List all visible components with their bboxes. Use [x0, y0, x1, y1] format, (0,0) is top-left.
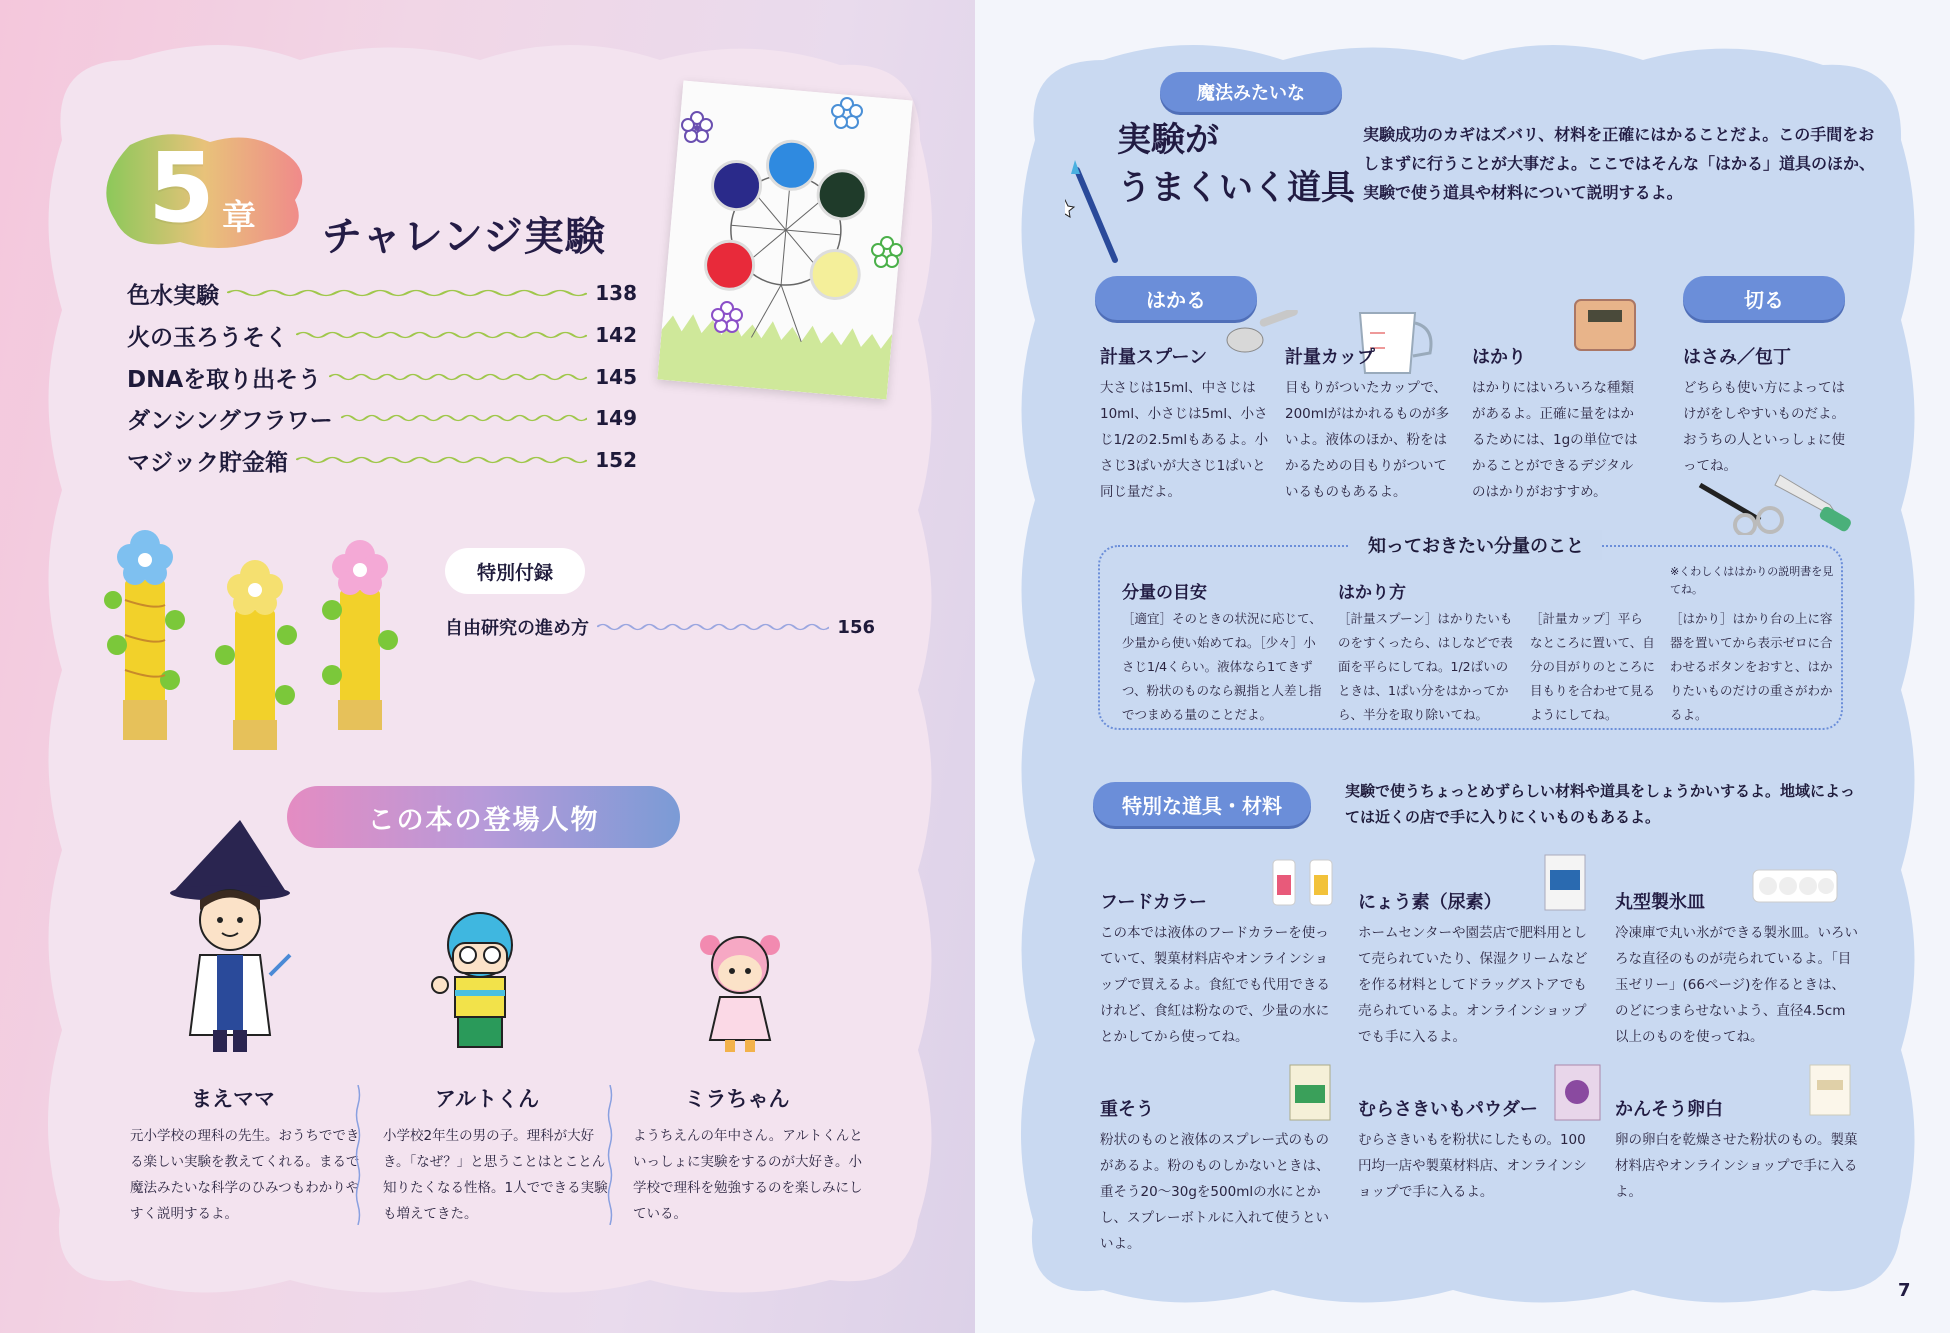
- chapter-title: チャレンジ実験: [322, 214, 606, 260]
- tool-description: 目もりがついたカップで、200mlがはかれるものが多いよ。液体のほか、粉をはかるための目もりがついているものもあるよ。: [1285, 380, 1450, 500]
- toc-page: 152: [595, 448, 637, 472]
- toc-leader: [597, 622, 829, 632]
- dancing-flowers-illustration: [95, 505, 405, 750]
- toc-leader: [341, 413, 588, 423]
- baking-soda-box-icon: [1285, 1060, 1335, 1125]
- toc-label: DNAを取り出そう: [127, 366, 322, 393]
- flower-doodle-icon: [830, 96, 864, 130]
- food-coloring-bottles-icon: [1265, 840, 1345, 910]
- magic-wand-icon: [1065, 160, 1125, 270]
- material-title: かんそう卵白: [1615, 1099, 1723, 1120]
- toc-leader: [329, 372, 587, 382]
- character-description: 小学校2年生の男の子。理科が大好き。「なぜ？」と思うことはとことん知りたくなる性格。1人でできる実験も増えてきた。: [383, 1128, 608, 1222]
- dried-egg-white-icon: [1805, 1060, 1855, 1120]
- character-name: まえママ: [191, 1087, 275, 1111]
- material-title: むらさきいもパウダー: [1358, 1099, 1538, 1120]
- special-tools-tag: 特別な道具・材料: [1093, 782, 1311, 826]
- toc-item[interactable]: [127, 317, 637, 353]
- alto-kun-illustration: [425, 905, 535, 1055]
- material-description: この本では液体のフードカラーを使っていて、製菓材料店やオンラインショップで買えるよ。食紅でも代用できるけれど、食紅は粉なので、少量の水にとかしてから使ってね。: [1100, 925, 1330, 1045]
- toc-label: ダンシングフラワー: [127, 407, 333, 434]
- chapter-number: 5: [148, 132, 215, 244]
- cut-tag: 切る: [1683, 276, 1845, 320]
- urea-box-icon: [1540, 850, 1590, 915]
- character-description: ようちえんの年中さん。アルトくんといっしょに実験をするのが大好き。小学校で理科を勉強するのを楽しみにしている。: [633, 1128, 863, 1222]
- toc-item[interactable]: [127, 359, 637, 395]
- tool-description: 大さじは15ml、中さじは10ml、小さじは5ml、小さじ1/2の2.5mlもあるよ。小さじ3ばいが大さじ1ぱいと同じ量だよ。: [1100, 380, 1269, 500]
- character-name: アルトくん: [434, 1087, 540, 1111]
- toc-leader: [227, 288, 587, 298]
- toc-leader: [296, 455, 587, 465]
- tool-description: はかりにはいろいろな種類があるよ。正確に量をはかるためには、1gの単位ではかることができるデジタルのはかりがおすすめ。: [1472, 380, 1638, 500]
- toc-page: 138: [595, 281, 637, 305]
- special-supplement-badge: 特別付録: [445, 548, 585, 594]
- tool-title: はさみ／包丁: [1683, 347, 1791, 368]
- material-title: 重そう: [1100, 1099, 1154, 1120]
- character-description: 元小学校の理科の先生。おうちでできる楽しい実験を教えてくれる。まるで魔法みたいな科学のひみつもわかりやすく説明するよ。: [130, 1128, 360, 1222]
- material-description: ホームセンターや園芸店で肥料用として売られていたり、保湿クリームなどを作る材料としてドラッグストアでも売られているよ。オンラインショップでも手に入るよ。: [1358, 925, 1588, 1045]
- tool-title: 計量スプーン: [1100, 347, 1208, 368]
- portion-box-title: 知っておきたい分量のこと: [1350, 530, 1602, 560]
- divider: [355, 1085, 361, 1225]
- ice-tray-icon: [1750, 862, 1840, 907]
- toc-label: 色水実験: [127, 282, 219, 309]
- toc-page: 149: [595, 406, 637, 430]
- portion-subtitle: はかり方: [1338, 583, 1406, 603]
- mae-mama-illustration: [165, 815, 295, 1055]
- toc-page: 142: [595, 323, 637, 347]
- chapter-kanji: 章: [222, 198, 256, 238]
- toc-leader: [296, 330, 587, 340]
- tool-title: 計量カップ: [1285, 347, 1375, 368]
- material-description: むらさきいもを粉状にしたもの。100円均一店や製菓材料店、オンラインショップで手に入るよ。: [1358, 1132, 1587, 1200]
- portion-description: ［はかり］はかり台の上に容器を置いてから表示ゼロに合わせるボタンをおすと、はかりたいものだけの重さがわかるよ。: [1670, 611, 1833, 722]
- scale-note: ※くわしくははかりの説明書を見てね。: [1670, 565, 1834, 596]
- toc-label: マジック貯金箱: [127, 449, 288, 476]
- toc-label: 火の玉ろうそく: [127, 324, 288, 351]
- scale-icon: [1570, 295, 1640, 355]
- portion-description: ［計量スプーン］はかりたいものをすくったら、はしなどで表面を平らにしてね。1/2ばいのときは、1ぱい分をはかってから、半分を取り除いてね。: [1338, 611, 1513, 722]
- intro-text: 実験成功のカギはズバリ、材料を正確にはかることだよ。この手間をおしまずに行うことが大事だよ。ここではそんな「はかる」道具のほか、実験で使う道具や材料について説明するよ。: [1363, 125, 1876, 202]
- portion-description: ［適宜］そのときの状況に応じて、少量から使い始めてね。［少々］小さじ1/4くらい。液体なら1てきずつ、粉状のものなら親指と人差し指でつまめる量のことだよ。: [1122, 611, 1322, 722]
- mira-chan-illustration: [690, 925, 790, 1055]
- portion-description: ［計量カップ］平らなところに置いて、自分の目がりのところに目もりを合わせて見るようにしてね。: [1530, 611, 1656, 722]
- cast-banner: この本の登場人物: [287, 786, 680, 848]
- toc-item[interactable]: [127, 400, 637, 436]
- character-name: ミラちゃん: [684, 1087, 790, 1111]
- flower-doodle-icon: [710, 300, 744, 334]
- purple-potato-powder-icon: [1550, 1060, 1605, 1125]
- special-intro-text: 実験で使うちょっとめずらしい材料や道具をしょうかいするよ。地域によっては近くの店で手に入りにくいものもあるよ。: [1345, 782, 1856, 826]
- magic-tag: 魔法みたいな: [1160, 72, 1342, 112]
- material-title: にょう素（尿素）: [1358, 892, 1502, 913]
- toc-page: 145: [595, 365, 637, 389]
- toc-item[interactable]: [127, 275, 637, 311]
- toc-page: 156: [837, 616, 875, 638]
- material-description: 冷凍庫で丸い氷ができる製氷皿。いろいろな直径のものが売られているよ。「目玉ゼリー」(66ページ)を作るときは、のどにつまらせないよう、直径4.5cm以上のものを使ってね。: [1615, 925, 1858, 1045]
- tool-description: どちらも使い方によってはけがをしやすいものだよ。おうちの人といっしょに使ってね。: [1683, 380, 1845, 474]
- material-description: 卵の卵白を乾燥させた粉状のもの。製菓材料店やオンラインショップで手に入るよ。: [1615, 1132, 1858, 1200]
- measure-tag: はかる: [1095, 276, 1257, 320]
- portion-subtitle: 分量の目安: [1122, 583, 1207, 603]
- page-title-line1: 実験が: [1117, 120, 1219, 160]
- page-number: 7: [1898, 1280, 1911, 1301]
- flower-doodle-icon: [680, 110, 714, 144]
- divider: [607, 1085, 613, 1225]
- material-description: 粉状のものと液体のスプレー式のものがあるよ。粉のものしかないときは、重そう20～30gを500mlの水にとかし、スプレーボトルに入れて使うといいよ。: [1100, 1132, 1330, 1252]
- tool-title: はかり: [1472, 347, 1526, 368]
- material-title: フードカラー: [1100, 892, 1207, 913]
- flower-doodle-icon: [870, 235, 904, 269]
- toc-label: 自由研究の進め方: [445, 618, 589, 639]
- toc-item[interactable]: [127, 442, 637, 478]
- toc-item-special[interactable]: [445, 612, 875, 642]
- page-title-line2: うまくいく道具: [1117, 168, 1355, 208]
- material-title: 丸型製氷皿: [1615, 892, 1705, 913]
